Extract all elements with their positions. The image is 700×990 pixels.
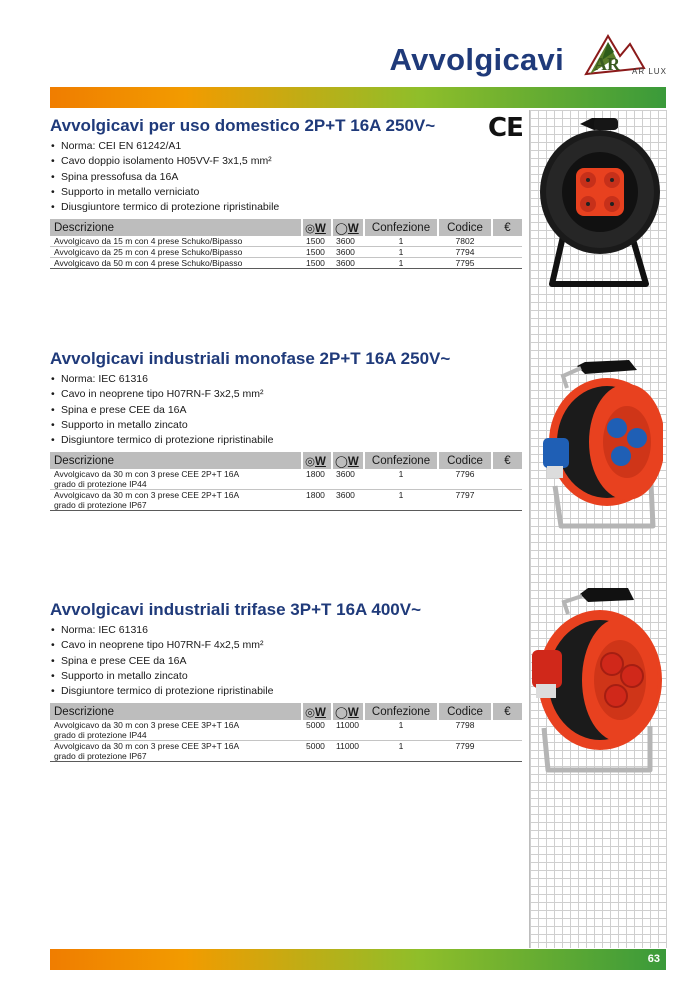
cell-watt-min: 11000 bbox=[336, 720, 360, 731]
svg-text:AR: AR bbox=[594, 54, 620, 74]
cell-desc: Avvolgicavo da 25 m con 4 prese Schuko/Bipasso bbox=[54, 247, 243, 258]
cell-prezzo bbox=[492, 720, 522, 741]
spec-item: • Cavo in neoprene tipo H07RN-F 4x2,5 mm² bbox=[50, 638, 522, 653]
cell-watt-min: 3600 bbox=[336, 236, 355, 247]
cell-codice: 7794 bbox=[455, 247, 475, 258]
col-header-watt-min: ◯W bbox=[332, 703, 364, 720]
spec-list bbox=[50, 139, 522, 215]
cell-watt-max: 5000 bbox=[306, 741, 325, 752]
page-title: Avvolgicavi bbox=[389, 42, 564, 77]
col-header-descrizione: Descrizione bbox=[50, 219, 302, 236]
logo-text: AR LUX bbox=[632, 67, 667, 76]
cell-codice: 7796 bbox=[455, 469, 475, 480]
col-header-watt-min: ◯W bbox=[332, 219, 364, 236]
header-color-bar bbox=[50, 87, 666, 108]
cell-confezione: 1 bbox=[398, 247, 404, 258]
section-industrial-single-phase bbox=[50, 349, 522, 511]
cell-prezzo bbox=[492, 247, 522, 258]
cell-prezzo bbox=[492, 741, 522, 762]
watt-max-icon: ◎ bbox=[305, 222, 316, 235]
table-row bbox=[50, 258, 522, 269]
cell-desc bbox=[50, 469, 302, 490]
spec-list bbox=[50, 372, 522, 448]
cell-watt-min: 11000 bbox=[336, 741, 360, 752]
product-table bbox=[50, 703, 522, 762]
table-row bbox=[50, 720, 522, 741]
single-phase-cable-reel-image bbox=[541, 358, 663, 532]
cell-confezione: 1 bbox=[398, 490, 404, 501]
table-row bbox=[50, 469, 522, 490]
table-row bbox=[50, 247, 522, 258]
col-header-descrizione: Descrizione bbox=[50, 703, 302, 720]
table-row bbox=[50, 741, 522, 762]
cell-confezione: 1 bbox=[398, 258, 404, 269]
cell-prezzo bbox=[492, 469, 522, 490]
col-header-confezione: Confezione bbox=[364, 703, 438, 720]
page-number: 63 bbox=[647, 953, 660, 965]
cell-desc bbox=[50, 741, 302, 762]
cell-codice: 7797 bbox=[455, 490, 475, 501]
cell-watt-min: 3600 bbox=[336, 258, 355, 269]
col-header-confezione: Confezione bbox=[364, 219, 438, 236]
spec-item: • Supporto in metallo verniciato bbox=[50, 185, 522, 200]
product-table bbox=[50, 219, 522, 269]
col-header-prezzo: € bbox=[492, 452, 522, 469]
section-title: Avvolgicavi per uso domestico 2P+T 16A 250V~ bbox=[50, 116, 436, 135]
spec-item: • Supporto in metallo zincato bbox=[50, 669, 522, 684]
cell-confezione: 1 bbox=[398, 469, 404, 480]
cell-codice: 7798 bbox=[455, 720, 475, 731]
cell-watt-min: 3600 bbox=[336, 469, 355, 480]
cell-watt-max: 5000 bbox=[306, 720, 325, 731]
col-header-confezione: Confezione bbox=[364, 452, 438, 469]
cell-watt-max: 1500 bbox=[306, 236, 325, 247]
col-header-watt-max: ◎W bbox=[302, 452, 332, 469]
spec-item: • Disgiuntore termico di protezione ripristinabile bbox=[50, 433, 522, 448]
section-title: Avvolgicavi industriali monofase 2P+T 16A 250V~ bbox=[50, 349, 451, 368]
cell-confezione: 1 bbox=[398, 236, 404, 247]
three-phase-cable-reel-image bbox=[532, 584, 662, 776]
col-header-codice: Codice bbox=[438, 219, 492, 236]
cell-desc: Avvolgicavo da 50 m con 4 prese Schuko/Bipasso bbox=[54, 258, 243, 269]
desc-line: Avvolgicavo da 30 m con 3 prese CEE 3P+T 16A bbox=[54, 741, 240, 752]
section-industrial-three-phase bbox=[50, 600, 522, 762]
spec-item: • Cavo in neoprene tipo H07RN-F 3x2,5 mm² bbox=[50, 387, 522, 402]
desc-line: grado di protezione IP67 bbox=[54, 500, 147, 511]
section-title: Avvolgicavi industriali trifase 3P+T 16A 400V~ bbox=[50, 600, 422, 619]
spec-item: • Norma: IEC 61316 bbox=[50, 623, 522, 638]
cell-watt-max: 1500 bbox=[306, 258, 325, 269]
watt-min-icon: ◯ bbox=[335, 222, 348, 235]
cell-confezione: 1 bbox=[398, 720, 404, 731]
cell-watt-min: 3600 bbox=[336, 247, 355, 258]
spec-item: • Supporto in metallo zincato bbox=[50, 418, 522, 433]
desc-line: Avvolgicavo da 30 m con 3 prese CEE 2P+T 16A bbox=[54, 490, 240, 501]
cell-prezzo bbox=[492, 236, 522, 247]
col-header-codice: Codice bbox=[438, 452, 492, 469]
watt-max-icon: ◎ bbox=[305, 706, 316, 719]
cell-desc bbox=[50, 720, 302, 741]
product-table bbox=[50, 452, 522, 511]
spec-item: • Disgiuntore termico di protezione ripristinabile bbox=[50, 684, 522, 699]
spec-list bbox=[50, 623, 522, 699]
footer-color-bar bbox=[50, 949, 666, 970]
cell-watt-min: 3600 bbox=[336, 490, 355, 501]
desc-line: Avvolgicavo da 30 m con 3 prese CEE 2P+T 16A bbox=[54, 469, 240, 480]
cell-desc: Avvolgicavo da 15 m con 4 prese Schuko/Bipasso bbox=[54, 236, 243, 247]
spec-item: • Spina e prese CEE da 16A bbox=[50, 654, 522, 669]
col-header-watt-max: ◎W bbox=[302, 703, 332, 720]
table-row bbox=[50, 490, 522, 511]
cell-codice: 7795 bbox=[455, 258, 475, 269]
cell-prezzo bbox=[492, 490, 522, 511]
cell-watt-max: 1500 bbox=[306, 247, 325, 258]
cell-confezione: 1 bbox=[398, 741, 404, 752]
cell-codice: 7802 bbox=[455, 236, 475, 247]
table-row bbox=[50, 236, 522, 247]
watt-max-icon: ◎ bbox=[305, 455, 316, 468]
cell-watt-max: 1800 bbox=[306, 490, 325, 501]
spec-item: • Diusgiuntore termico di protezione ripristinabile bbox=[50, 200, 522, 215]
cell-prezzo bbox=[492, 258, 522, 269]
col-header-codice: Codice bbox=[438, 703, 492, 720]
watt-min-icon: ◯ bbox=[335, 455, 348, 468]
section-domestic bbox=[50, 116, 522, 269]
spec-item: • Norma: IEC 61316 bbox=[50, 372, 522, 387]
col-header-prezzo: € bbox=[492, 219, 522, 236]
watt-min-icon: ◯ bbox=[335, 706, 348, 719]
cell-desc bbox=[50, 490, 302, 511]
spec-item: • Spina pressofusa da 16A bbox=[50, 170, 522, 185]
desc-line: grado di protezione IP44 bbox=[54, 730, 147, 741]
desc-line: Avvolgicavo da 30 m con 3 prese CEE 3P+T 16A bbox=[54, 720, 240, 731]
domestic-cable-reel-image bbox=[534, 112, 664, 294]
desc-line: grado di protezione IP44 bbox=[54, 479, 147, 490]
col-header-prezzo: € bbox=[492, 703, 522, 720]
desc-line: grado di protezione IP67 bbox=[54, 751, 147, 762]
ce-mark-icon: CE bbox=[488, 113, 523, 143]
spec-item: • Spina e prese CEE da 16A bbox=[50, 403, 522, 418]
col-header-watt-max: ◎W bbox=[302, 219, 332, 236]
col-header-watt-min: ◯W bbox=[332, 452, 364, 469]
col-header-descrizione: Descrizione bbox=[50, 452, 302, 469]
cell-codice: 7799 bbox=[455, 741, 475, 752]
spec-item: • Cavo doppio isolamento H05VV-F 3x1,5 mm² bbox=[50, 154, 522, 169]
arlux-logo bbox=[580, 30, 670, 80]
cell-watt-max: 1800 bbox=[306, 469, 325, 480]
spec-item: • Norma: CEI EN 61242/A1 bbox=[50, 139, 522, 154]
